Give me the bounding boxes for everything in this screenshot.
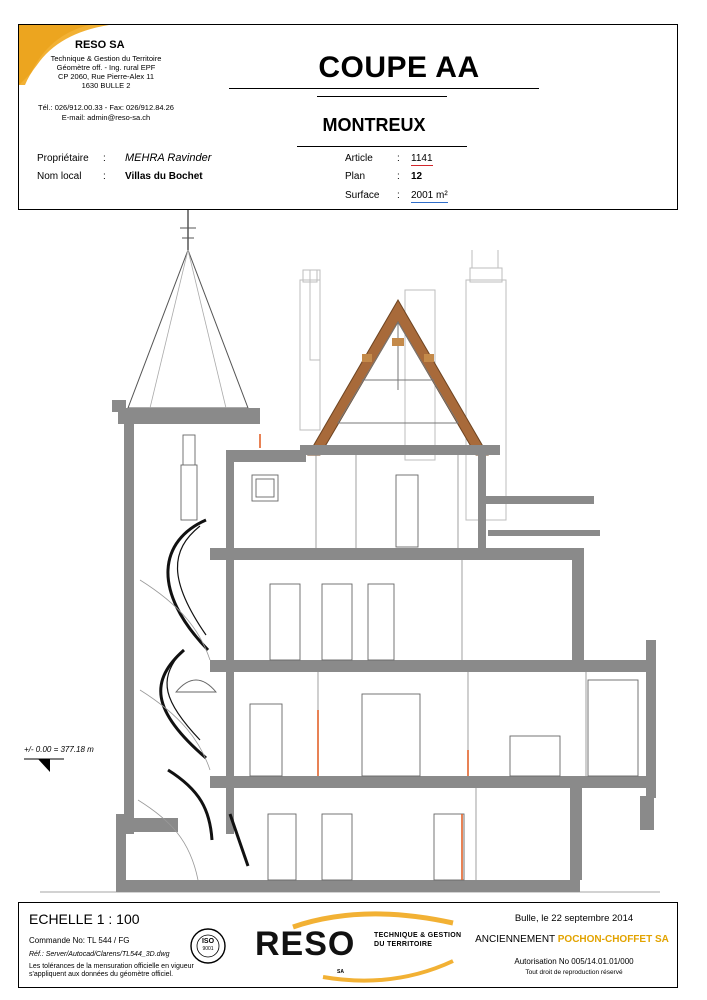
- title-underline-short: [317, 96, 447, 97]
- rights-notice: Tout droit de reproduction réservé: [525, 969, 623, 976]
- tolerance-note: Les tolérances de la mensuration officielle en vigueur: [29, 963, 194, 970]
- proprietaire-label: Propriétaire: [37, 153, 89, 164]
- company-name: RESO SA: [75, 39, 125, 51]
- date-label: Bulle, le 22 septembre 2014: [514, 913, 634, 924]
- subtitle-underline: [297, 146, 467, 147]
- spiral-staircase: [161, 520, 248, 866]
- formerly-label: ANCIENNEMENT POCHON-CHOFFET SA: [475, 934, 669, 945]
- company-line: Géomètre off. - Ing. rural EPF: [56, 63, 156, 72]
- reference-path: Réf.: Server/Autocad/Clarens/TL544_3D.dwg: [29, 951, 170, 958]
- title-underline: [229, 88, 539, 89]
- tolerance-note: s'appliquent aux données du géomètre officiel.: [29, 971, 174, 978]
- main-roof: [308, 300, 488, 455]
- surface-label: Surface: [345, 190, 380, 201]
- authorization-number: Autorisation No 005/14.01.01/000: [514, 957, 634, 966]
- plan-label: Plan: [345, 171, 366, 182]
- surface-value: 2001 m²: [411, 190, 448, 201]
- scale-label: ECHELLE 1 : 100: [29, 911, 140, 927]
- nom-local-value: Villas du Bochet: [125, 171, 203, 182]
- commande-label: Commande No: TL 544 / FG: [29, 936, 130, 945]
- reso-logo-text: RESO: [255, 925, 356, 963]
- article-label: Article: [345, 153, 373, 164]
- footer-block: [18, 902, 678, 988]
- phone-fax: Tél.: 026/912.00.33 - Fax: 026/912.84.26: [38, 103, 174, 112]
- colon: :: [103, 153, 106, 164]
- elevation-marker-icon: [24, 758, 64, 778]
- company-line: Technique & Gestion du Territoire: [50, 54, 162, 63]
- title-block: [18, 24, 678, 210]
- page-subtitle: MONTREUX: [322, 115, 426, 135]
- tower-spire: [128, 210, 248, 408]
- colon: :: [397, 190, 400, 201]
- article-value: 1141: [411, 153, 433, 164]
- reso-logo-subtitle: TECHNIQUE & GESTION DU TERRITOIRE: [374, 932, 462, 948]
- plan-value: 12: [411, 171, 423, 182]
- company-line: CP 2060, Rue Pierre-Alex 11: [57, 72, 155, 81]
- company-line: 1630 BULLE 2: [81, 81, 131, 90]
- iso-text: ISO: [201, 938, 215, 945]
- colon: :: [397, 171, 400, 182]
- reso-logo-sa: SA: [337, 969, 344, 975]
- iso-number: 9001: [202, 946, 214, 952]
- email: E-mail: admin@reso-sa.ch: [61, 113, 151, 122]
- colon: :: [397, 153, 400, 164]
- nom-local-label: Nom local: [37, 171, 82, 182]
- section-drawing: [0, 210, 707, 900]
- page-title: COUPE AA: [318, 51, 480, 84]
- elevation-label: +/- 0.00 = 377.18 m: [24, 745, 94, 754]
- proprietaire-value: MEHRA Ravinder: [125, 152, 212, 164]
- colon: :: [103, 171, 106, 182]
